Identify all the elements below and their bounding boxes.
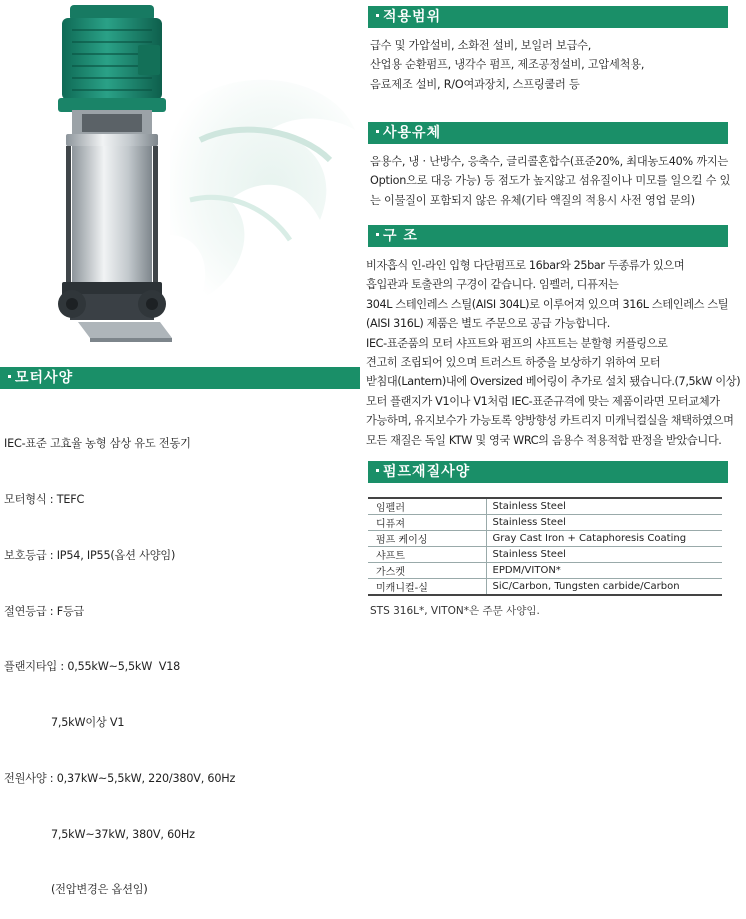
text-line: 견고히 조립되어 있으며 트러스트 하중을 보상하기 위하여 모터 xyxy=(366,356,661,370)
section-header-motor xyxy=(0,367,360,389)
material-cell: Stainless Steel xyxy=(486,547,722,563)
structure-text xyxy=(366,256,740,450)
text-line: (전압변경은 옵션임) xyxy=(4,883,148,897)
text-line: 산업용 순환펌프, 냉각수 펌프, 제조공정설비, 고압세척용, xyxy=(370,58,645,72)
text-line: 급수 및 가압설비, 소화전 설비, 보일러 보급수, xyxy=(370,39,592,52)
part-cell: 디퓨져 xyxy=(368,515,486,531)
bullet-icon xyxy=(376,233,379,236)
text-line: Option으로 대응 가능) 등 점도가 높지않고 섬유질이나 미모를 일으킬 수 있 xyxy=(370,174,731,188)
section-title-application: 적용범위 xyxy=(383,9,442,25)
material-cell: Stainless Steel xyxy=(486,498,722,515)
material-cell: SiC/Carbon, Tungsten carbide/Carbon xyxy=(486,579,722,596)
section-header-application xyxy=(368,6,728,28)
text-line: (AISI 316L) 제품은 별도 주문으로 공급 가능합니다. xyxy=(366,317,610,331)
section-header-fluid xyxy=(368,122,728,144)
text-line: 모터 플랜지가 V1이나 V1처럼 IEC-표준규격에 맞는 제품이라면 모터교체가 xyxy=(366,394,720,408)
text-line: IEC-표준품의 모터 샤프트와 펌프의 샤프트는 분할형 커플링으로 xyxy=(366,336,668,350)
text-line: 음용수, 냉 · 난방수, 응축수, 글리콜혼합수(표준20%, 최대농도40% 까지는 xyxy=(370,155,729,168)
text-line: 플랜지타입 : 0,55kW~5,5kW V18 xyxy=(4,660,181,674)
section-header-materials xyxy=(368,461,728,483)
section-title-structure: 구 조 xyxy=(383,228,418,244)
bullet-icon xyxy=(376,469,379,472)
text-line: 는 이물질이 포함되지 않은 유체(기타 액질의 적용시 사전 영업 문의) xyxy=(370,193,695,207)
text-line: 전원사양 : 0,37kW~5,5kW, 220/380V, 60Hz xyxy=(4,771,236,785)
text-line: 7,5kW이상 V1 xyxy=(4,716,125,730)
materials-table xyxy=(368,497,722,596)
table-row xyxy=(368,547,722,563)
motor-flange xyxy=(58,98,166,112)
bullet-icon xyxy=(376,130,379,133)
part-cell: 펌프 케이싱 xyxy=(368,531,486,547)
application-text xyxy=(370,36,644,94)
table-row xyxy=(368,531,722,547)
text-line: 절연등급 : F등급 xyxy=(4,604,85,618)
bullet-icon xyxy=(376,14,379,17)
text-line: 받침대(Lantern)내에 Oversized 베어링이 추가로 설치 됐습니다.(7,5kW 이상) xyxy=(366,375,741,389)
base-plate xyxy=(78,322,172,338)
material-cell: EPDM/VITON* xyxy=(486,563,722,579)
part-cell: 샤프트 xyxy=(368,547,486,563)
fluid-text xyxy=(370,152,730,210)
terminal-box xyxy=(138,45,160,75)
part-cell: 가스켓 xyxy=(368,563,486,579)
section-title-motor: 모터사양 xyxy=(15,370,74,386)
table-row xyxy=(368,498,722,515)
table-row xyxy=(368,515,722,531)
bullet-icon xyxy=(8,375,11,378)
text-line: 모든 재질은 독일 KTW 및 영국 WRC의 음용수 적용적합 판정을 받았습니다. xyxy=(366,433,722,447)
pump-sleeve xyxy=(72,146,152,284)
pump-product-image xyxy=(0,0,360,362)
text-line: 모터형식 : TEFC xyxy=(4,492,85,506)
part-cell: 임펠러 xyxy=(368,498,486,515)
motor-spec-text xyxy=(4,398,235,919)
materials-note: STS 316L*, VITON*은 주문 사양임. xyxy=(370,605,540,617)
text-line: 흡입관과 토출관의 구경이 같습니다. 임펠러, 디퓨저는 xyxy=(366,278,619,292)
text-line: 보호등급 : IP54, IP55(옵션 사양임) xyxy=(4,548,176,562)
text-line: 음료제조 설비, R/O여과장치, 스프링쿨러 등 xyxy=(370,77,580,91)
pump-illustration xyxy=(0,0,360,362)
section-title-fluid: 사용유체 xyxy=(383,125,442,141)
table-row xyxy=(368,563,722,579)
table-row xyxy=(368,579,722,596)
water-splash xyxy=(170,80,355,300)
text-line: 비자흡식 인-라인 입형 다단펌프로 16bar와 25bar 두종류가 있으며 xyxy=(366,259,685,272)
material-cell: Stainless Steel xyxy=(486,515,722,531)
material-cell: Gray Cast Iron + Cataphoresis Coating xyxy=(486,531,722,547)
part-cell: 미캐니컬-실 xyxy=(368,579,486,596)
text-line: 7,5kW~37kW, 380V, 60Hz xyxy=(4,827,195,841)
text-line: 가능하며, 유지보수가 가능토록 양방향성 카트리지 미캐닉컬실을 채택하였으며 xyxy=(366,414,734,428)
text-line: IEC-표준 고효율 농형 삼상 유도 전동기 xyxy=(4,437,191,451)
text-line: 304L 스테인레스 스틸(AISI 304L)로 이루어져 있으며 316L 스테인레스 스틸 xyxy=(366,297,729,311)
section-title-materials: 펌프재질사양 xyxy=(383,464,471,480)
section-header-structure xyxy=(368,225,728,247)
